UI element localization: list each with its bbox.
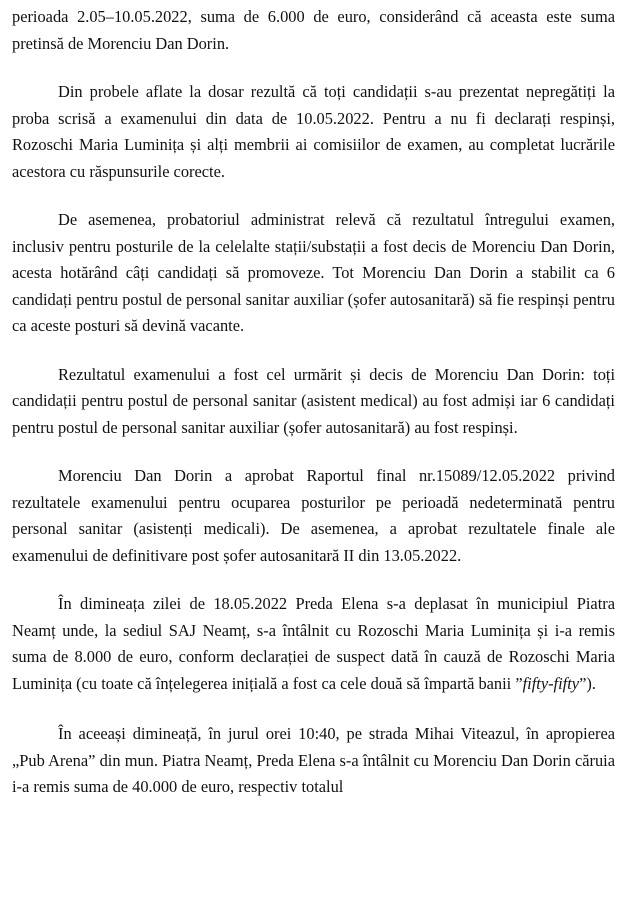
paragraph-money-handover-text: În dimineața zilei de 18.05.2022 Preda Elena s-a deplasat în municipiul Piatra Neamț unde, la sediul SAJ Neamț, s-a întâlnit cu Rozoschi Maria Luminița și i-a remis suma de 8.000 de euro, conform declarației de suspect dată în cauză de Rozoschi Maria Luminița (cu toate că înțelegerea inițială a fost ca cele două să împartă banii ” (12, 594, 615, 693)
paragraph-exam-result: Rezultatul examenului a fost cel urmărit și decis de Morenciu Dan Dorin: toți candidații pentru postul de personal sanitar (asistent medical) au fost admiși iar 6 candidați pentru postul de personal sanitar auxiliar (șofer autosanitară) au fost respinși. (12, 364, 615, 437)
paragraph-exam-preparation: Din probele aflate la dosar rezultă că toți candidații s-au prezentat nepregătiți la proba scrisă a examenului din data de 10.05.2022. Pentru a nu fi declarați respinși, Rozoschi Maria Luminița și alți membrii ai comisiilor de examen, au completat lucrările acestora cu răspunsurile corecte. (12, 82, 615, 181)
paragraph-final-report: Morenciu Dan Dorin a aprobat Raportul final nr.15089/12.05.2022 privind rezultatele examenului pentru ocuparea posturilor pe perioadă nedeterminată pentru personal sanitar (asistenți medicali). De asemenea, a aprobat rezultatele finale ale examenului de definitivare post șofer autosanitară II din 13.05.2022. (12, 466, 615, 565)
paragraph-continuation: perioada 2.05–10.05.2022, suma de 6.000 de euro, considerând că aceasta este suma pretinsă de Morenciu Dan Dorin. (12, 7, 615, 53)
italic-phrase: fifty-fifty (522, 673, 580, 693)
paragraph-money-handover-end: ”). (579, 673, 596, 693)
paragraph-exam-decision: De asemenea, probatoriul administrat relevă că rezultatul întregului examen, inclusiv pentru posturile de la celelalte stații/substații a fost decis de Morenciu Dan Dorin, acesta hotărând câți candidați să promoveze. Tot Morenciu Dan Dorin a stabilit ca 6 candidați pentru postul de personal sanitar auxiliar (șofer autosanitară) să fie respinși pentru ca aceste posturi să devină vacante. (12, 210, 615, 335)
paragraph-money-handover (12, 591, 615, 697)
paragraph-meeting: În aceeași dimineață, în jurul orei 10:40, pe strada Mihai Viteazul, în apropierea „Pub Arena” din mun. Piatra Neamț, Preda Elena s-a întâlnit cu Morenciu Dan Dorin căruia i-a remis suma de 40.000 de euro, respectiv totalul (12, 724, 615, 796)
